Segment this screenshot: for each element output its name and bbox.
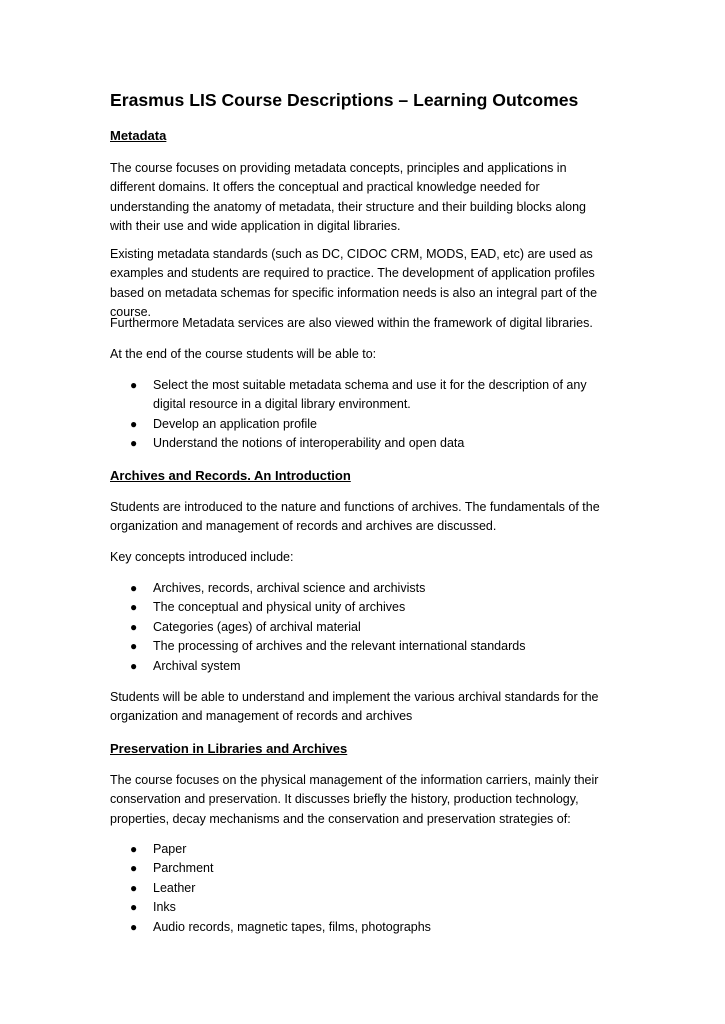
bullet-icon: ●	[130, 600, 138, 615]
bullet-icon: ●	[130, 900, 138, 915]
list-item: ● Categories (ages) of archival material	[110, 618, 620, 637]
list-item: ● The processing of archives and the relevant international standards	[110, 637, 620, 656]
list-item: ● Leather	[110, 879, 620, 898]
preservation-bullet-list	[110, 840, 620, 937]
bullet-icon: ●	[130, 581, 138, 595]
archives-bullet-list	[110, 579, 620, 676]
list-item: ● Archival system	[110, 657, 620, 676]
list-item: ● Paper	[110, 840, 620, 859]
bullet-icon: ●	[130, 842, 138, 856]
list-item: ● Inks	[110, 898, 620, 917]
metadata-bullet-list	[110, 376, 620, 454]
preservation-paragraph-1: The course focuses on the physical management of the information carriers, mainly their conservation and preservation. It discusses briefly the history, production technology, properties, decay mechanisms and the conservation and preservation strategies of:	[110, 773, 599, 826]
metadata-paragraph-4: At the end of the course students will be able to:	[110, 347, 377, 361]
bullet-icon: ●	[130, 378, 138, 392]
bullet-icon: ●	[130, 436, 138, 451]
list-item: ● Understand the notions of interoperability and open data	[110, 434, 620, 453]
list-item: ● Parchment	[110, 859, 620, 878]
metadata-paragraph-3: Furthermore Metadata services are also viewed within the framework of digital libraries.	[110, 316, 593, 330]
list-item: ● Select the most suitable metadata schema and use it for the description of any digital resource in a digital library environment.	[130, 378, 587, 412]
bullet-icon: ●	[130, 880, 138, 895]
bullet-icon: ●	[130, 619, 138, 634]
bullet-icon: ●	[130, 639, 138, 654]
bullet-icon: ●	[130, 919, 138, 934]
list-item: ● The conceptual and physical unity of archives	[110, 598, 620, 617]
bullet-icon: ●	[130, 416, 138, 431]
metadata-paragraph-2: Existing metadata standards (such as DC, CIDOC CRM, MODS, EAD, etc) are used as examples and students are required to practice. The development of application profiles based on metadata schemas for specific information needs is also an integral part of the course.	[110, 247, 598, 320]
document-title: Erasmus LIS Course Descriptions – Learning Outcomes	[110, 90, 579, 110]
list-item: ● Develop an application profile	[110, 415, 620, 434]
list-item: ● Audio records, magnetic tapes, films, photographs	[110, 918, 620, 937]
metadata-paragraph-1: The course focuses on providing metadata concepts, principles and applications in different domains. It offers the conceptual and practical knowledge needed for understanding the anatomy of metadata, their structure and their building blocks along with their use and wide application in digital libraries.	[110, 161, 586, 234]
heading-archives: Archives and Records. An Introduction	[110, 468, 351, 483]
heading-metadata: Metadata	[110, 128, 167, 143]
bullet-icon: ●	[130, 658, 138, 673]
archives-paragraph-3: Students will be able to understand and implement the various archival standards for the organization and management of records and archives	[110, 690, 599, 724]
archives-paragraph-1: Students are introduced to the nature and functions of archives. The fundamentals of the organization and management of records and archives are discussed.	[110, 500, 600, 534]
bullet-icon: ●	[130, 861, 138, 876]
archives-paragraph-2: Key concepts introduced include:	[110, 550, 294, 564]
list-item: ● Archives, records, archival science and archivists	[110, 579, 620, 598]
heading-preservation: Preservation in Libraries and Archives	[110, 741, 348, 756]
